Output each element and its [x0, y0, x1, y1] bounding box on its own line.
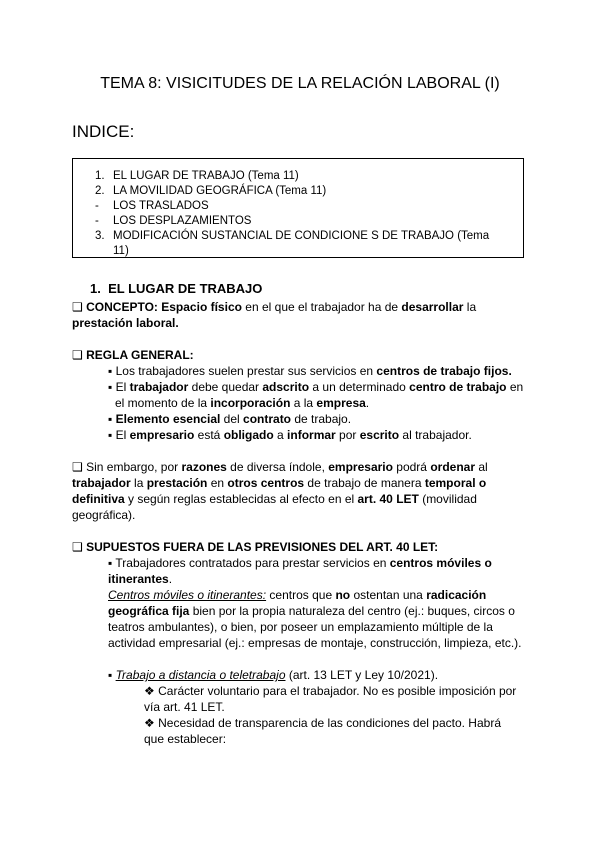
centros-moviles-line-3: teatros ambulantes), o bien, por poseer un emplazamiento múltiple de la — [108, 620, 493, 634]
table-of-contents — [72, 158, 524, 258]
teletrabajo-bullet: ▪ Trabajo a distancia o teletrabajo (art. 13 LET y Ley 10/2021). — [108, 668, 439, 682]
checkbox-icon: ❑ — [72, 348, 83, 362]
toc-item: 11) — [113, 245, 129, 257]
checkbox-icon: ❑ — [72, 300, 83, 314]
centros-moviles-line-1: Centros móviles o itinerantes: centros que no ostentan una radicación — [108, 588, 487, 602]
checkbox-icon: ❑ — [72, 540, 83, 554]
regla-bullet-2: ▪ El trabajador debe quedar adscrito a un determinado centro de trabajo en — [108, 380, 524, 394]
diamond-icon: ❖ — [144, 716, 155, 730]
bullet-icon: ▪ — [108, 412, 113, 426]
sin-embargo-line-2: trabajador la prestación en otros centros de trabajo de manera temporal o — [72, 476, 487, 490]
concepto-line-2: prestación laboral. — [72, 316, 179, 330]
regla-bullet-1: ▪ Los trabajadores suelen prestar sus servicios en centros de trabajo fijos. — [108, 364, 512, 378]
toc-item: - LOS TRASLADOS — [95, 200, 209, 212]
bullet-icon: ▪ — [108, 380, 113, 394]
toc-item: - LOS DESPLAZAMIENTOS — [95, 215, 252, 227]
centros-moviles-line-4: actividad empresarial (ej.: empresas de montaje, construcción, limpieza, etc.). — [108, 636, 522, 650]
toc-item: 3. MODIFICACIÓN SUSTANCIAL DE CONDICIONE S DE TRABAJO (Tema — [95, 230, 490, 242]
toc-item: 1. EL LUGAR DE TRABAJO (Tema 11) — [95, 170, 299, 182]
sin-embargo-line-3: definitiva y según reglas establecidas al efecto en el art. 40 LET (movilidad — [72, 492, 477, 506]
teletrabajo-point-1: ❖ Carácter voluntario para el trabajador. No es posible imposición por — [144, 684, 517, 698]
index-heading: INDICE: — [72, 122, 135, 141]
regla-bullet-2-cont: el momento de la incorporación a la empresa. — [115, 396, 370, 410]
regla-bullet-3: ▪ Elemento esencial del contrato de trabajo. — [108, 412, 352, 426]
section-heading: 1. EL LUGAR DE TRABAJO — [90, 281, 263, 296]
regla-bullet-4: ▪ El empresario está obligado a informar por escrito al trabajador. — [108, 428, 472, 442]
regla-general-heading: ❑ REGLA GENERAL: — [72, 348, 194, 362]
supuestos-bullet-1: ▪ Trabajadores contratados para prestar servicios en centros móviles o — [108, 556, 492, 570]
bullet-icon: ▪ — [108, 428, 113, 442]
bullet-icon: ▪ — [108, 556, 113, 570]
sin-embargo-line-4: geográfica). — [72, 508, 136, 522]
bullet-icon: ▪ — [108, 364, 113, 378]
teletrabajo-point-2: ❖ Necesidad de transparencia de las condiciones del pacto. Habrá — [144, 716, 501, 730]
supuestos-bullet-1-cont: itinerantes. — [108, 572, 173, 586]
checkbox-icon: ❑ — [72, 460, 83, 474]
diamond-icon: ❖ — [144, 684, 155, 698]
teletrabajo-point-1-cont: vía art. 41 LET. — [144, 700, 225, 714]
page-title: TEMA 8: VISICITUDES DE LA RELACIÓN LABORAL (I) — [100, 75, 500, 92]
concepto-line-1: ❑ CONCEPTO: Espacio físico en el que el trabajador ha de desarrollar la — [72, 300, 477, 314]
bullet-icon: ▪ — [108, 668, 113, 682]
centros-moviles-line-2: geográfica fija bien por la propia naturaleza del centro (ej.: buques, circos o — [108, 604, 515, 618]
toc-item: 2. LA MOVILIDAD GEOGRÁFICA (Tema 11) — [95, 185, 327, 197]
supuestos-heading: ❑ SUPUESTOS FUERA DE LAS PREVISIONES DEL ART. 40 LET: — [72, 540, 439, 554]
teletrabajo-point-2-cont: que establecer: — [144, 732, 227, 746]
sin-embargo-line-1: ❑ Sin embargo, por razones de diversa índole, empresario podrá ordenar al — [72, 460, 488, 474]
